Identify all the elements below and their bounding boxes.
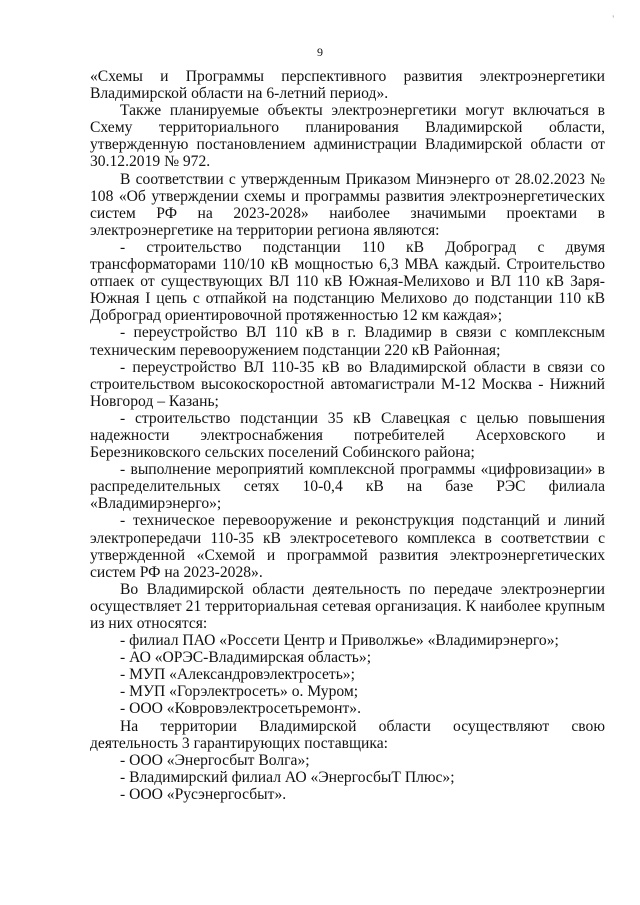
grid-org-item: - МУП «Горэлектросеть» о. Муром; xyxy=(120,683,359,701)
project-item-technical-reequipment: - техническое перевооружение и реконструкция подстанций и линий электропередачи 110-35 кВ электросетевого комплекса в соответствии с утвержденной «Схемой и программой развития электроэнергетических систем РФ на 2023-2028». xyxy=(90,512,605,581)
supplier-item: - ООО «Энергосбыт Волга»; xyxy=(120,751,310,769)
project-item-vladimir-reconstruction: - переустройство ВЛ 110 кВ в г. Владимир в связи с комплексным техническим перевооружением подстанции 220 кВ Районная; xyxy=(90,324,605,359)
paragraph-ministry-order: В соответствии с утвержденным Приказом Минэнерго от 28.02.2023 № 108 «Об утверждении схемы и программы развития электроэнергетических систем РФ на 2023-2028» наиболее значимыми проектами в электроэнергетике на территории региона являются: xyxy=(90,170,605,239)
document-body xyxy=(90,68,605,803)
grid-org-item: - филиал ПАО «Россети Центр и Приволжье» «Владимирэнерго»; xyxy=(120,632,559,650)
grid-org-item: - МУП «Александровэлектросеть»; xyxy=(120,666,355,684)
corner-mark: ' xyxy=(612,14,614,24)
paragraph-scheme-title-continuation: «Схемы и Программы перспективного развития электроэнергетики Владимирской области на 6-летний период». xyxy=(90,68,605,103)
project-item-m12-highway: - переустройство ВЛ 110-35 кВ во Владимирской области в связи со строительством высокоскоростной автомагистрали М-12 Москва - Нижний Новгород – Казань; xyxy=(90,358,605,410)
project-item-dobrograd: - строительство подстанции 110 кВ Доброград с двумя трансформаторами 110/10 кВ мощностью 6,3 МВА каждый. Строительство отпаек от существующих ВЛ 110 кВ Южная-Мелихово и ВЛ 110 кВ Заря-Южная I цепь с отпайкой на подстанцию Мелихово до подстанции 110 кВ Доброград ориентировочной протяженностью 12 км каждая»; xyxy=(90,238,605,325)
supplier-item: - Владимирский филиал АО «ЭнергосбыТ Плюс»; xyxy=(120,768,455,786)
grid-org-item: - ООО «Ковровэлектросетьремонт». xyxy=(120,700,361,718)
grid-org-item: - АО «ОРЭС-Владимирская область»; xyxy=(120,649,372,667)
paragraph-territorial-planning: Также планируемые объекты электроэнергетики могут включаться в Схему территориального планирования Владимирской области, утвержденную постановлением администрации Владимирской области от 30.12.2019 № 972. xyxy=(90,102,605,171)
paragraph-guaranteeing-suppliers: На территории Владимирской области осуществляют свою деятельность 3 гарантирующих поставщика: xyxy=(90,717,605,752)
project-item-digitalization: - выполнение мероприятий комплексной программы «цифровизации» в распределительных сетях 10-0,4 кВ на базе РЭС филиала «Владимирэнерго»; xyxy=(90,461,605,513)
project-item-slavetskaya: - строительство подстанции 35 кВ Славецкая с целью повышения надежности электроснабжения потребителей Асерховского и Березниковского сельских поселений Собинского района; xyxy=(90,409,605,462)
supplier-item: - ООО «Русэнергосбыт». xyxy=(120,785,287,803)
page-number: 9 xyxy=(317,45,323,59)
paragraph-grid-organizations: Во Владимирской области деятельность по передаче электроэнергии осуществляет 21 территориальная сетевая организация. К наиболее крупным из них относятся: xyxy=(90,580,605,632)
